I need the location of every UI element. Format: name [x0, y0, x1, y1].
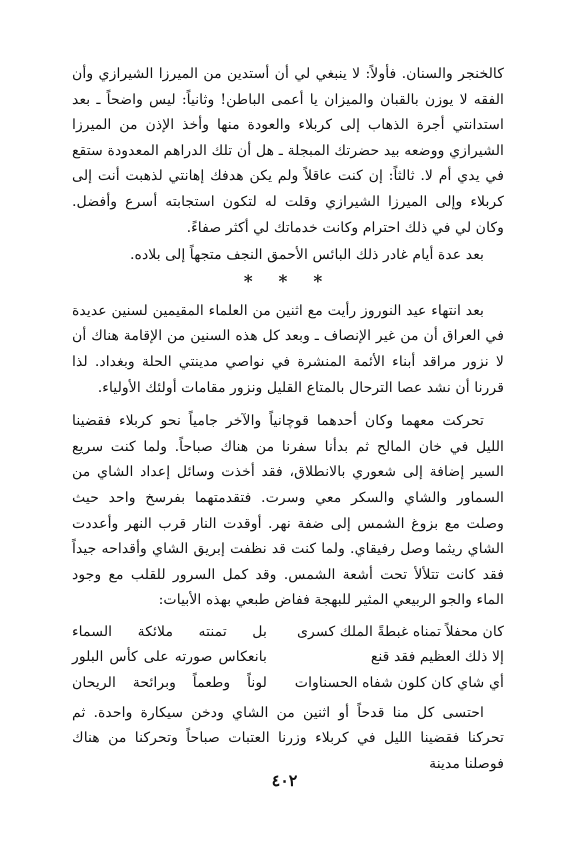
- poem-verse: [72, 645, 504, 671]
- paragraph-karbala-visit: احتسى كل منا قدحاً أو اثنين من الشاي ودخن سيكارة واحدة. ثم تحركنا فقضينا الليل في كربلاء وزرنا العتبات صباحاً وتحركنا من هناك فوصلنا مدينة: [72, 704, 504, 772]
- poem-hemistich-first: كان محفلاً تمناه غبطةً الملك كسرى: [296, 623, 504, 640]
- poem-hemistich-first: أي شاي كان كلون شفاه الحسناوات: [294, 675, 504, 692]
- poem-hemistich-first: إلا ذلك العظيم فقد قنع: [370, 649, 504, 666]
- poem-verse: [72, 671, 504, 697]
- book-page: [72, 62, 504, 777]
- poem-hemistich-second: بل تمنته ملائكة السماء: [72, 623, 267, 640]
- poem-hemistich-second: بانعكاس صورته على كأس البلور: [72, 649, 267, 666]
- paragraph-departure: بعد عدة أيام غادر ذلك البائس الأحمق النجف متجهاً إلى بلاده.: [130, 247, 484, 264]
- paragraph-nowruz-decision: بعد انتهاء عيد النوروز رأيت مع اثنين من العلماء المقيمين لسنين عديدة في العراق أن من غير الإنصاف ـ وبعد كل هذه السنين من الإقامة هناك أن لا نزور مراقد أبناء الأئمة المنشرة في نواصي مدينتي الحلة وبغداد. لذا قررنا أن نشد عصا الترحال بالمتاع القليل ونزور مقامات أولئك الأولياء.: [72, 302, 504, 396]
- poem-hemistich-second: لوناً وطعماً وبرائحة الريحان: [72, 675, 267, 692]
- paragraph-letter-reply: كالخنجر والسنان. فأولاً: لا ينبغي لي أن أستدين من الميرزا الشيرازي وأن الفقه لا يوزن بالقبان والميزان يا أعمى الباطن! وثانياً: ليس واضحاً ـ بعد استدانتي أجرة الذهاب إلى كربلاء والعودة منها وأخذ الإذن من الميرزا الشيرازي ووضعه بيد حضرتك المبجلة ـ هل أن تلك الدراهم المعدودة ستقع في يدي أم لا. ثالثاً: إن كنت عاقلاً ولم يكن هدفك إهانتي لذهبت أنت إلى كربلاء وإلى الميرزا الشيرازي وقلت له لتكون استجابته أسرع وأفضل. وكان لي في ذلك احترام وكانت خدماتك لي أكثر صفاءً.: [72, 66, 504, 236]
- poem-verse: [72, 620, 504, 646]
- section-separator: * * *: [243, 271, 333, 292]
- page-number: ٤٠٢: [271, 771, 298, 790]
- poem-block: [72, 620, 504, 697]
- paragraph-journey-tea: تحركت معهما وكان أحدهما قوچانياً والآخر جامياً نحو كربلاء فقضينا الليل في خان المالح ثم بدأنا سفرنا من هناك صباحاً. ولما كنت سريع السير إضافة إلى شعوري بالانطلاق، فقد أخذت وسائل إعداد الشاي من السماور والشاي والسكر معي وسرت. فتقدمتهما بفرسخ واحد حيث وصلت مع بزوغ الشمس إلى ضفة نهر. أوقدت النار قرب النهر وأعددت الشاي ريثما وصل رفيقاي. ولما كنت قد نظفت إبريق الشاي وأقداحه جيداً فقد كانت تتلألأ تحت أشعة الشمس. وقد كمل السرور للقلب مع وجود الماء والجو الربيعي المثير للبهجة ففاض طبعي بهذه الأبيات:: [72, 413, 504, 609]
